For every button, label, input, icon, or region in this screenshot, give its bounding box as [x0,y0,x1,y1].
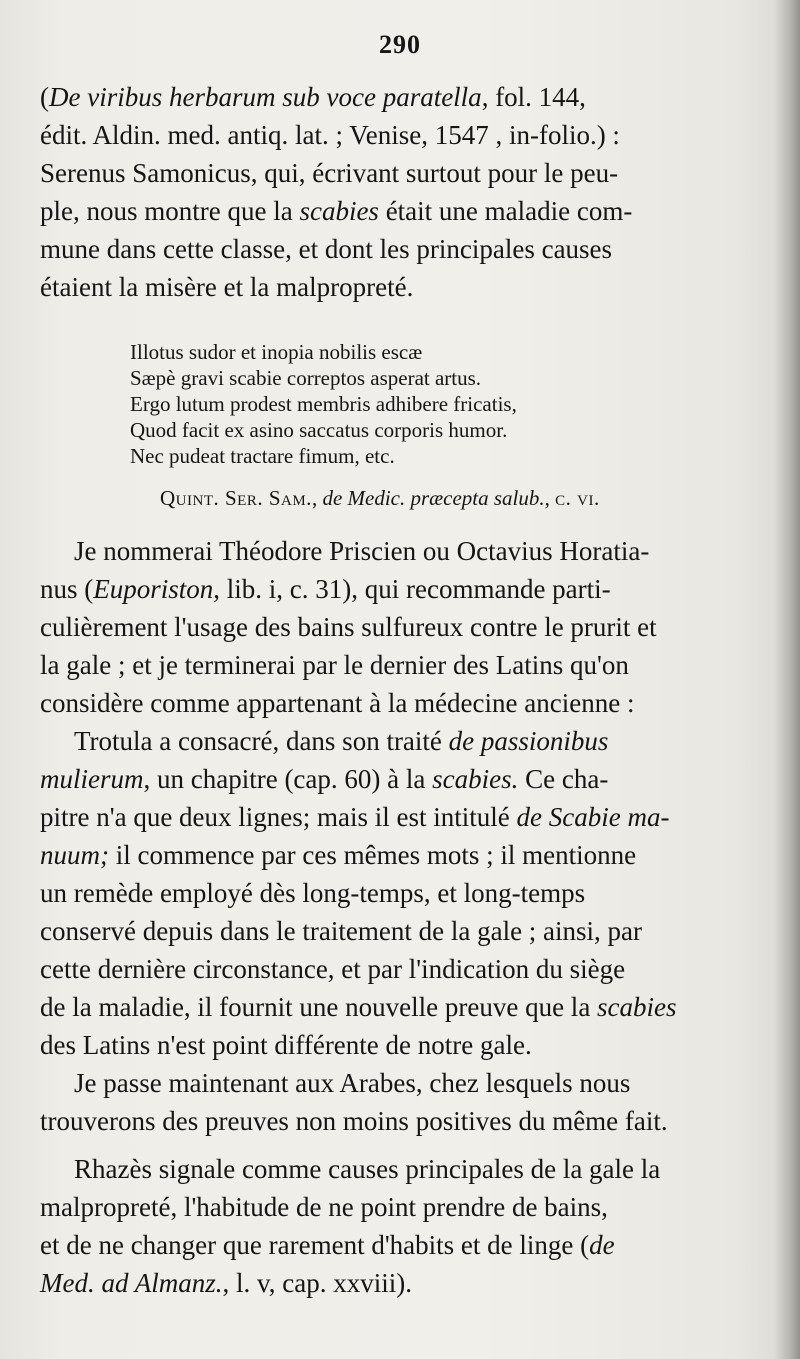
paragraph-5-text [40,1150,720,1302]
text-line: (De viribus herbarum sub voce paratella, fol. 144, [40,82,586,112]
paragraph-3-text [40,722,720,1064]
verse-line: Nec pudeat tractare fimum, etc. [130,444,395,468]
italic-text: scabies [597,992,677,1022]
verse-line: Quod facit ex asino saccatus corporis humor. [130,418,508,442]
italic-text: Euporiston [93,574,214,604]
text-line: cette dernière circonstance, et par l'indication du siège [40,954,626,984]
verse-line: Illotus sudor et inopia nobilis escæ [130,340,423,364]
text-line: trouverons des preuves non moins positives du même fait. [40,1106,668,1136]
paragraph-1 [40,78,720,306]
paragraph-1-text [40,78,720,306]
page-gutter-shadow [774,0,800,1359]
italic-text: de [589,1230,615,1260]
text-line: Je nommerai Théodore Priscien ou Octavius Horatia- [74,536,650,566]
latin-verse-quotation [130,339,690,469]
attribution-work: de Medic. præcepta salub. [322,486,545,510]
italic-text: de passionibus [448,726,609,756]
text-line: mulierum, un chapitre (cap. 60) à la scabies. Ce cha- [40,764,609,794]
text-line: édit. Aldin. med. antiq. lat. ; Venise, 1547 , in-folio.) : [40,120,620,150]
text-line: ple, nous montre que la scabies était une maladie com- [40,196,633,226]
text-line: des Latins n'est point différente de notre gale. [40,1030,532,1060]
attribution-author: Quint. Ser. Sam. [160,486,312,510]
verse-attribution: Quint. Ser. Sam., de Medic. præcepta salub., c. vi. [160,486,600,510]
italic-text: De viribus herbarum sub voce paratella [49,82,482,112]
text-line: conservé depuis dans le traitement de la gale ; ainsi, par [40,916,643,946]
text-line: culièrement l'usage des bains sulfureux contre le prurit et [40,612,657,642]
text-line: Trotula a consacré, dans son traité de passionibus [74,726,609,756]
text-line: pitre n'a que deux lignes; mais il est intitulé de Scabie ma- [40,802,670,832]
text-line: Med. ad Almanz., l. v, cap. xxviii). [40,1268,412,1298]
italic-text: de Scabie ma- [516,802,670,832]
text-line: nuum; il commence par ces mêmes mots ; il mentionne [40,840,637,870]
verse-line: Sæpè gravi scabie correptos asperat artus. [130,366,482,390]
paragraph-3 [40,722,720,1064]
text-line: malpropreté, l'habitude de ne point prendre de bains, [40,1192,608,1222]
text-line: étaient la misère et la malpropreté. [40,272,414,302]
italic-text: scabies. [432,764,519,794]
attribution-ref: c. vi. [555,486,600,510]
italic-text: Med. ad Almanz. [40,1268,223,1298]
text-line: Rhazès signale comme causes principales de la gale la [74,1154,661,1184]
text-line: mune dans cette classe, et dont les principales causes [40,234,613,264]
text-line: considère comme appartenant à la médecine ancienne : [40,688,635,718]
text-line: nus (Euporiston, lib. i, c. 31), qui recommande parti- [40,574,611,604]
paragraph-4-text [40,1064,720,1140]
italic-text: scabies [299,196,379,226]
italic-text: mulierum [40,764,144,794]
page-number: 290 [379,30,421,59]
paragraph-4 [40,1064,720,1140]
verse-line: Ergo lutum prodest membris adhibere fricatis, [130,392,517,416]
italic-text: nuum; [40,840,109,870]
text-line: et de ne changer que rarement d'habits et de linge (de [40,1230,615,1260]
paragraph-2 [40,532,720,722]
text-line: Je passe maintenant aux Arabes, chez lesquels nous [74,1068,631,1098]
text-line: Serenus Samonicus, qui, écrivant surtout pour le peu- [40,158,619,188]
paragraph-2-text [40,532,720,722]
paragraph-5 [40,1150,720,1302]
text-line: de la maladie, il fournit une nouvelle preuve que la scabies [40,992,677,1022]
text-line: la gale ; et je terminerai par le dernier des Latins qu'on [40,650,629,680]
text-line: un remède employé dès long-temps, et long-temps [40,878,586,908]
